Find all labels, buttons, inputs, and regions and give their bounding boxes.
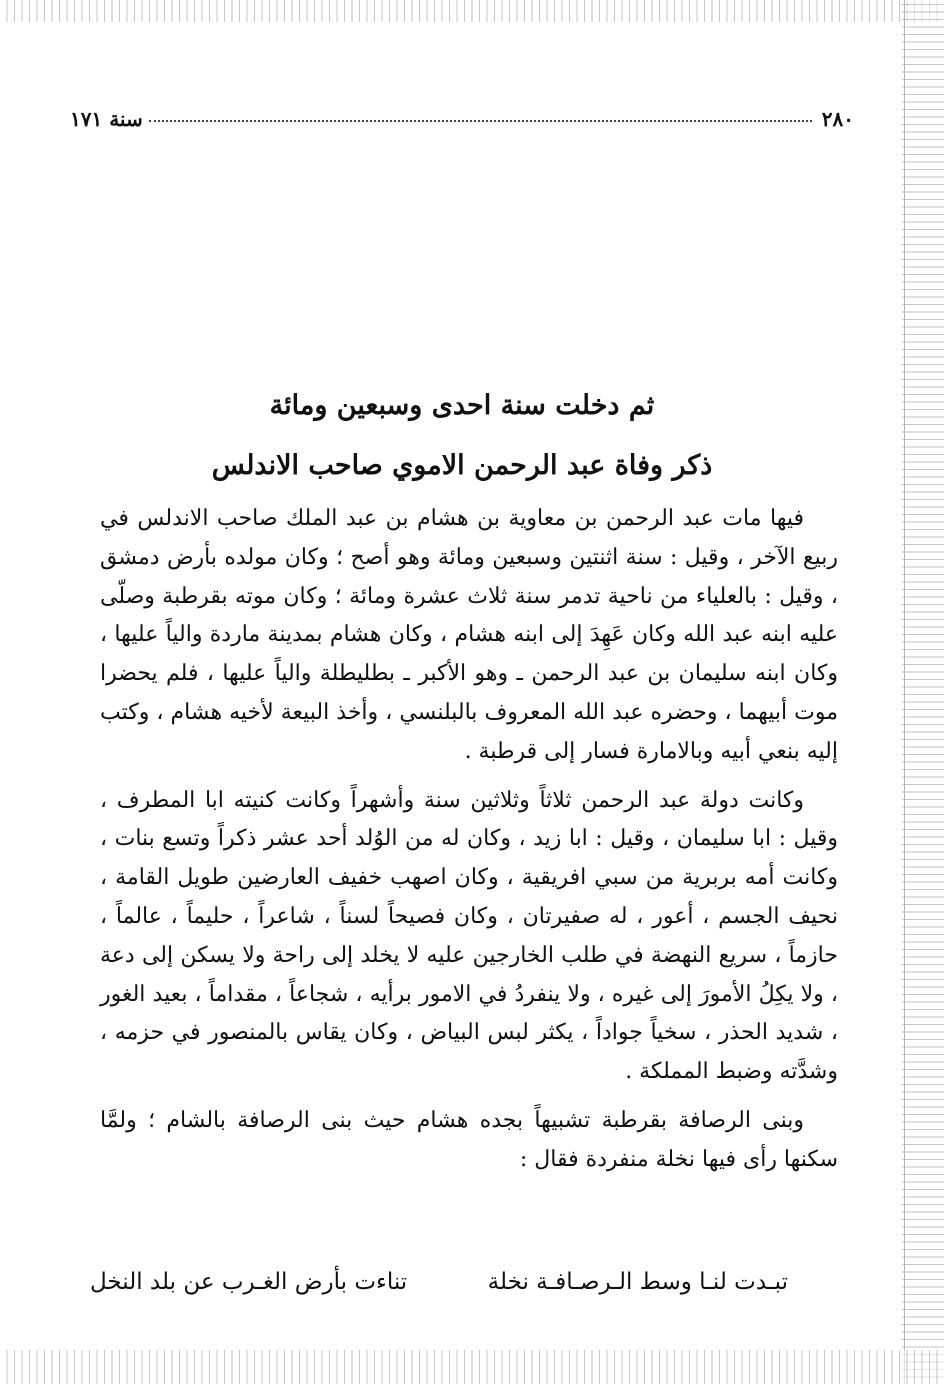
scan-border-right <box>902 0 944 1384</box>
paragraph: وكانت دولة عبد الرحمن ثلاثاً وثلاثين سنة وأشهراً وكانت كنيته ابا المطرف ، وقيل : ابا سليمان ، وقيل : ابا زيد ، وكان له من الوُلد أحد عشر ذكراً وتسع بنات ، وكانت أمه بربرية من سبي افريقية ، وكان اصهب خفيف العارضين طويل القامة ، نحيف الجسم ، أعور ، له صفيرتان ، وكان فصيحاً لسناً ، شاعراً ، حليماً ، عالماً ، حازماً ، سريع النهضة في طلب الخارجين عليه لا يخلد إلى راحة ولا يسكن إلى دعة ، ولا يكِلُ الأمورَ إلى غيره ، ولا ينفردُ في الامور برأيه ، شجاعاً ، مقداماً ، بعيد الغور ، شديد الحذر ، سخياً جواداً ، يكثر لبس البياض ، وكان يقاس بالمنصور في حزمه ، وشدَّته وضبط المملكة . <box>100 787 838 1085</box>
event-title-heading: ذكر وفاة عبد الرحمن الاموي صاحب الاندلس <box>211 450 713 481</box>
running-head <box>70 97 854 131</box>
year-entry-heading: ثم دخلت سنة احدى وسبعين ومائة <box>269 390 655 421</box>
paragraph: فيها مات عبد الرحمن بن معاوية بن هشام بن عبد الملك صاحب الاندلس في ربيع الآخر ، وقيل : سنة اثنتين وسبعين ومائة وهو أصح ؛ وكان مولده بأرض دمشق ، وقيل : بالعلياء من ناحية تدمر سنة ثلاث عشرة ومائة ؛ وكان موته بقرطبة وصلّى عليه ابنه عبد الله وكان عَهِدَ إلى ابنه هشام ، وكان هشام بمدينة ماردة والياً عليها ، وكان ابنه سليمان بن عبد الرحمن ـ وهو الأكبر ـ بطليطلة والياً عليها ، فلم يحضرا موت أبيهما ، وحضره عبد الله المعروف بالبلنسي ، وأخذ البيعة لأخيه هشام ، وكتب إليه بنعي أبيه وبالامارة فسار إلى قرطبة . <box>100 506 838 764</box>
body-text <box>100 500 838 1180</box>
leader-dots <box>149 120 812 122</box>
poem-verse <box>90 1262 816 1302</box>
running-head-year: سنة ١٧١ <box>70 107 143 131</box>
book-page <box>70 0 854 1384</box>
paragraph: وبنى الرصافة بقرطبة تشبيهاً بجده هشام حيث بنى الرصافة بالشام ؛ ولمَّا سكنها رأى فيها نخلة منفردة فقال : <box>100 1107 838 1172</box>
verse-first-hemistich: تبـدت لنـا وسط الـرصـافـة نخلة <box>487 1269 788 1295</box>
verse-second-hemistich: تناءت بأرض الغـرب عن بلد النخل <box>90 1269 408 1295</box>
page-number: ٢٨٠ <box>821 107 854 131</box>
